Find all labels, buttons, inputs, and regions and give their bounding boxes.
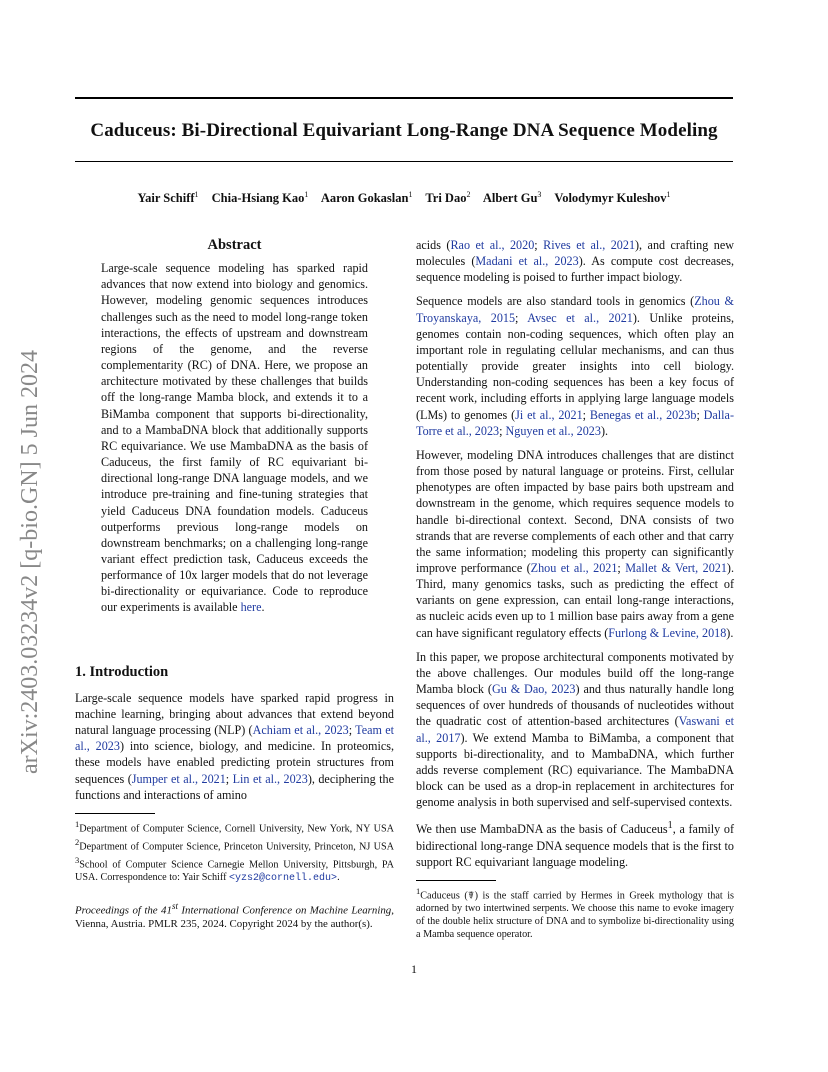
citation-link[interactable]: Team et al., 2023 [75, 723, 394, 754]
caduceus-footnote: $^1$Caduceus (☤) is the staff carried by Hermes in Greek mythology that is adorned by two intertwined serpents. We choose this name to evoke imagery of the double helix structure of DNA and to symbolize bi-directionality using a Mamba sequence operator. [416, 885, 734, 940]
abstract-text: Large-scale sequence modeling has sparked rapid advances that now extend into biology and genomics. However, modeling genomic sequences introduces challenges such as the need to model long-range token interactions, the effects of upstream and downstream regions of the genome, and the reverse complementarity (RC) of DNA. Here, we propose an architecture motivated by these challenges that builds off the long-range Mamba block, and extends it to a BiMamba component that supports bi-directionality, and to a MambaDNA block that additionally supports RC equivariance. We use MambaDNA as the basis of Caduceus, the first family of RC equivariant bi-directional long-range DNA language models, and we introduce pre-training and fine-tuning strategies that yield Caduceus DNA foundation models. Caduceus outperforms previous long-range models on downstream benchmarks; on a challenging long-range variant effect prediction task, Caduceus exceeds the performance of 10x larger models that do not leverage bi-directionality or equivariance. Code to reproduce our experiments is available here. [101, 261, 368, 615]
citation-link[interactable]: Jumper et al., 2021 [131, 771, 226, 786]
intro-paragraph: Large-scale sequence models have sparked rapid progress in machine learning, bringing about advances that extend beyond natural language processing (NLP) (Achiam et al., 2023; Team et al., 2023) into science, biology, and medicine. In proteomics, these models have enabled predicting protein structures from sequences (Jumper et al., 2021; Lin et al., 2023), deciphering the functions and interactions of amino [75, 690, 394, 802]
author: Tri Dao$^2$ [425, 190, 471, 206]
author: Yair Schiff$^1$ [137, 190, 199, 206]
citation-link[interactable]: Achiam et al., 2023 [252, 723, 349, 738]
citation-link[interactable]: Benegas et al., 2023b [589, 407, 697, 422]
footnote-marker[interactable]: 1 [667, 820, 673, 832]
title-rule-bottom [75, 161, 733, 162]
footnote-rule [75, 813, 155, 814]
title-rule-top [75, 97, 733, 99]
body-paragraph: We then use MambaDNA as the basis of Caduceus$^1$, a family of bidirectional long-range DNA sequence models that is the first to support RC equivariant language modeling. [416, 820, 735, 869]
citation-link[interactable]: Ji et al., 2021 [515, 407, 583, 422]
author: Albert Gu$^3$ [482, 190, 542, 206]
footnote-rule [416, 880, 496, 881]
author: Chia-Hsiang Kao$^1$ [211, 190, 309, 206]
citation-link[interactable]: Vaswani et al., 2017 [416, 714, 734, 745]
arxiv-side-stamp[interactable]: arXiv:2403.03234v2 [q-bio.GN] 5 Jun 2024 [17, 350, 43, 774]
code-link[interactable]: here [240, 600, 262, 615]
citation-link[interactable]: Zhou & Troyanskaya, 2015 [416, 294, 734, 325]
paper-title: Caduceus: Bi-Directional Equivariant Long-Range DNA Sequence Modeling [90, 120, 718, 141]
citation-link[interactable]: Rives et al., 2021 [543, 238, 636, 252]
citation-link[interactable]: Nguyen et al., 2023 [505, 423, 601, 438]
left-column [75, 237, 394, 932]
page-number: 1 [411, 962, 417, 976]
section-heading-introduction: 1. Introduction [75, 663, 169, 680]
citation-link[interactable]: Avsec et al., 2021 [527, 310, 633, 325]
body-paragraph: acids (Rao et al., 2020; Rives et al., 2021), and crafting new molecules (Madani et al., 2023). As compute cost decreases, sequence modeling is poised to further impact biology. [416, 238, 734, 285]
body-paragraph: Sequence models are also standard tools in genomics (Zhou & Troyanskaya, 2015; Avsec et al., 2021). Unlike proteins, genomes contain non-coding sequences, which often play an important role in regulating cellular mechanisms, and can thus potentially provide greater insights into cell biology. Understanding non-coding sequences has been a key focus of recent work, including efforts in applying large language models (LMs) to genomes (Ji et al., 2021; Benegas et al., 2023b; Dalla-Torre et al., 2023; Nguyen et al., 2023). [416, 294, 734, 438]
author-list [75, 190, 733, 206]
author: Volodymyr Kuleshov$^1$ [554, 190, 671, 206]
abstract-heading: Abstract [207, 237, 262, 253]
citation-link[interactable]: Mallet & Vert, 2021 [625, 560, 727, 575]
citation-link[interactable]: Rao et al., 2020 [450, 238, 535, 252]
citation-link[interactable]: Furlong & Levine, 2018 [608, 625, 727, 640]
author: Aaron Gokaslan$^1$ [320, 190, 413, 206]
body-paragraph: In this paper, we propose architectural components motivated by the above challenges. Our modules build off the long-range Mamba block (Gu & Dao, 2023) and thus naturally handle long sequences of over hundreds of thousands of nucleotides without the quadratic cost of attention-based architectures (Vaswani et al., 2017). We extend Mamba to BiMamba, a component that supports bi-directionality, and to MambaDNA, which further adds reverse complement (RC) equivariance. The MambaDNA block can be used as a drop-in replacement in architectures for genome analysis in both supervised and self-supervised contexts. [416, 649, 734, 810]
citation-link[interactable]: Madani et al., 2023 [475, 254, 579, 269]
right-column [416, 237, 734, 941]
body-paragraph: However, modeling DNA introduces challenges that are distinct from those posed by natural language or proteins. First, cellular phenotypes are often impacted by base pairs both upstream and downstream in the genome, which requires sequence models to handle bi-directional context. Second, DNA consists of two strands that are reverse complements of each other and that carry the same information; modeling this property can significantly improve performance (Zhou et al., 2021; Mallet & Vert, 2021). Third, many genomics tasks, such as predicting the effect of variants on gene expression, can entail long-range interactions, as nucleic acids even up to 1 million base pairs away from a gene can have significant regulatory effects (Furlong & Levine, 2018). [416, 447, 734, 640]
email-link[interactable]: <yzs2@cornell.edu> [229, 873, 338, 885]
citation-link[interactable]: Lin et al., 2023 [232, 771, 308, 786]
affiliation-footnote: $^1$Department of Computer Science, Cornell University, New York, NY USA $^2$Department of Computer Science, Princeton University, Princeton, NJ USA $^3$School of Computer Science Carnegie Mellon University, Pittsburgh, PA USA. Correspondence to: Yair Schiff <yzs2@cornell.edu>. [75, 818, 394, 885]
citation-link[interactable]: Zhou et al., 2021 [530, 560, 618, 575]
citation-link[interactable]: Gu & Dao, 2023 [491, 682, 576, 697]
citation-link[interactable]: Dalla-Torre et al., 2023 [416, 407, 734, 438]
proceedings-note: Proceedings of the 41st International Conference on Machine Learning, Vienna, Austria. PMLR 235, 2024. Copyright 2024 by the author(s). [75, 901, 394, 931]
